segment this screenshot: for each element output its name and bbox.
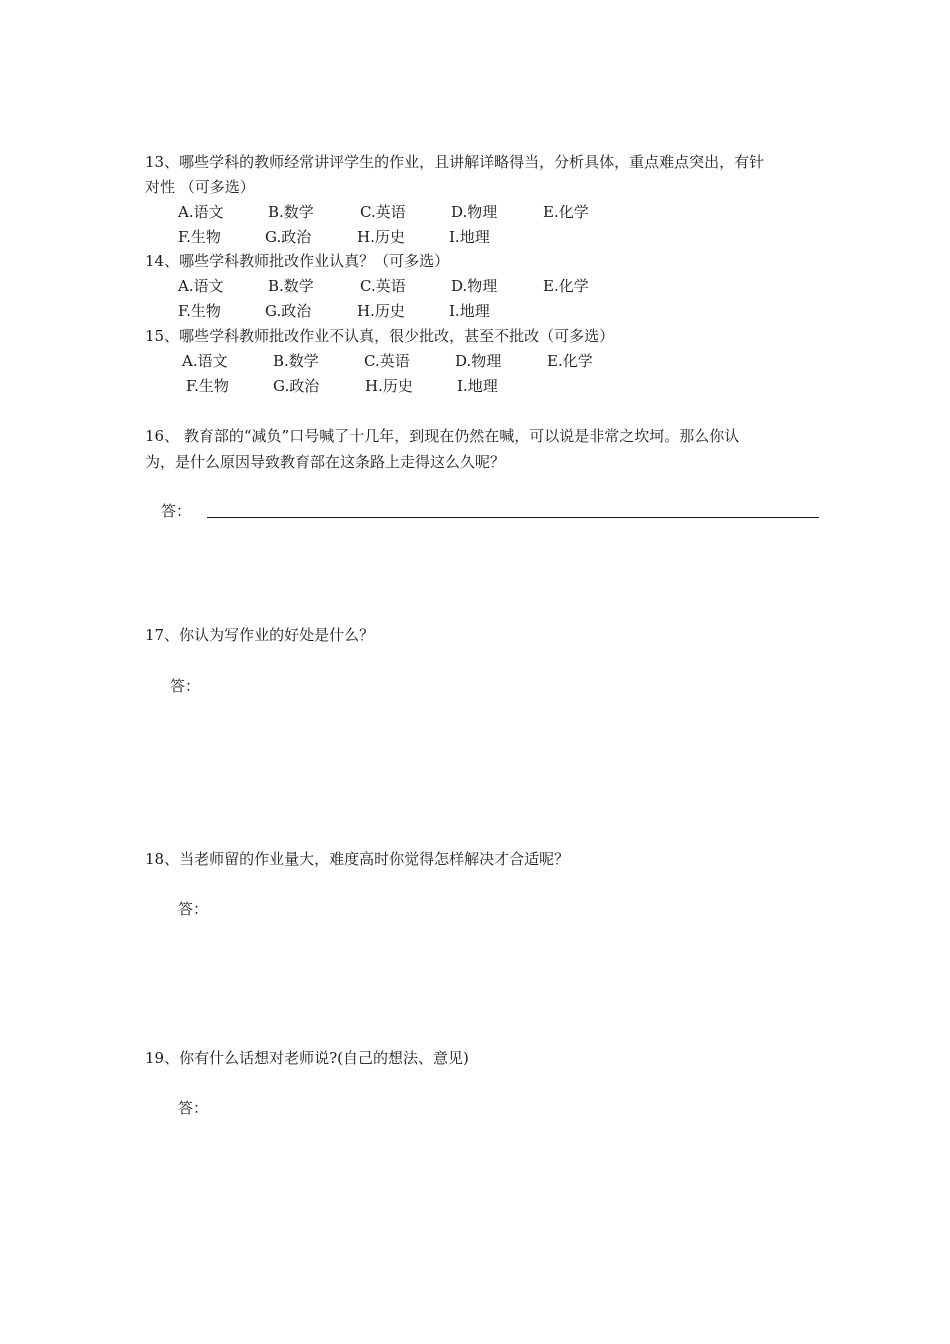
q18-answer-label: 答： [178,900,209,918]
q13-text-line2: 对性 （可多选） [145,178,255,196]
q13-option-a[interactable]: A.语文 [178,203,224,221]
q19-answer-label: 答： [178,1099,209,1117]
q16-text-line1: 16、 教育部的“减负”口号喊了十几年，到现在仍然在喊，可以说是非常之坎坷。那么你认 [145,427,740,445]
q15-option-i[interactable]: I.地理 [457,377,498,395]
q16-text-line2: 为，是什么原因导致教育部在这条路上走得这么久呢？ [145,453,506,471]
q17-text: 17、你认为写作业的好处是什么？ [145,626,375,644]
q15-option-f[interactable]: F.生物 [186,377,229,395]
q14-option-e[interactable]: E.化学 [543,277,589,295]
q18-text: 18、当老师留的作业量大，难度高时你觉得怎样解决才合适呢？ [145,850,570,868]
q13-option-e[interactable]: E.化学 [543,203,589,221]
q13-option-b[interactable]: B.数学 [268,203,314,221]
q14-option-b[interactable]: B.数学 [268,277,314,295]
q14-option-f[interactable]: F.生物 [178,302,221,320]
q15-option-a[interactable]: A.语文 [182,352,228,370]
q14-option-h[interactable]: H.历史 [357,302,405,320]
q15-option-d[interactable]: D.物理 [455,352,502,370]
q17-answer-label: 答： [170,677,201,695]
q13-option-h[interactable]: H.历史 [357,228,405,246]
q16-answer-line[interactable] [207,517,819,518]
q14-option-c[interactable]: C.英语 [360,277,406,295]
q13-option-i[interactable]: I.地理 [449,228,490,246]
q15-option-g[interactable]: G.政治 [273,377,320,395]
q15-option-c[interactable]: C.英语 [364,352,410,370]
q14-text: 14、哪些学科教师批改作业认真？（可多选） [145,252,450,270]
q15-option-h[interactable]: H.历史 [365,377,413,395]
q16-answer-label: 答： [161,502,192,520]
q13-text-line1: 13、哪些学科的教师经常讲评学生的作业，且讲解详略得当，分析具体，重点难点突出，有针 [145,153,765,171]
q13-option-f[interactable]: F.生物 [178,228,221,246]
q14-option-d[interactable]: D.物理 [451,277,498,295]
q14-option-g[interactable]: G.政治 [265,302,312,320]
q13-option-d[interactable]: D.物理 [451,203,498,221]
q15-text: 15、哪些学科教师批改作业不认真，很少批改，甚至不批改（可多选） [145,327,615,345]
q19-text: 19、你有什么话想对老师说?(自己的想法、意见) [145,1049,469,1067]
q13-option-g[interactable]: G.政治 [265,228,312,246]
q13-option-c[interactable]: C.英语 [360,203,406,221]
q14-option-a[interactable]: A.语文 [178,277,224,295]
q14-option-i[interactable]: I.地理 [449,302,490,320]
q15-option-b[interactable]: B.数学 [273,352,319,370]
q15-option-e[interactable]: E.化学 [547,352,593,370]
